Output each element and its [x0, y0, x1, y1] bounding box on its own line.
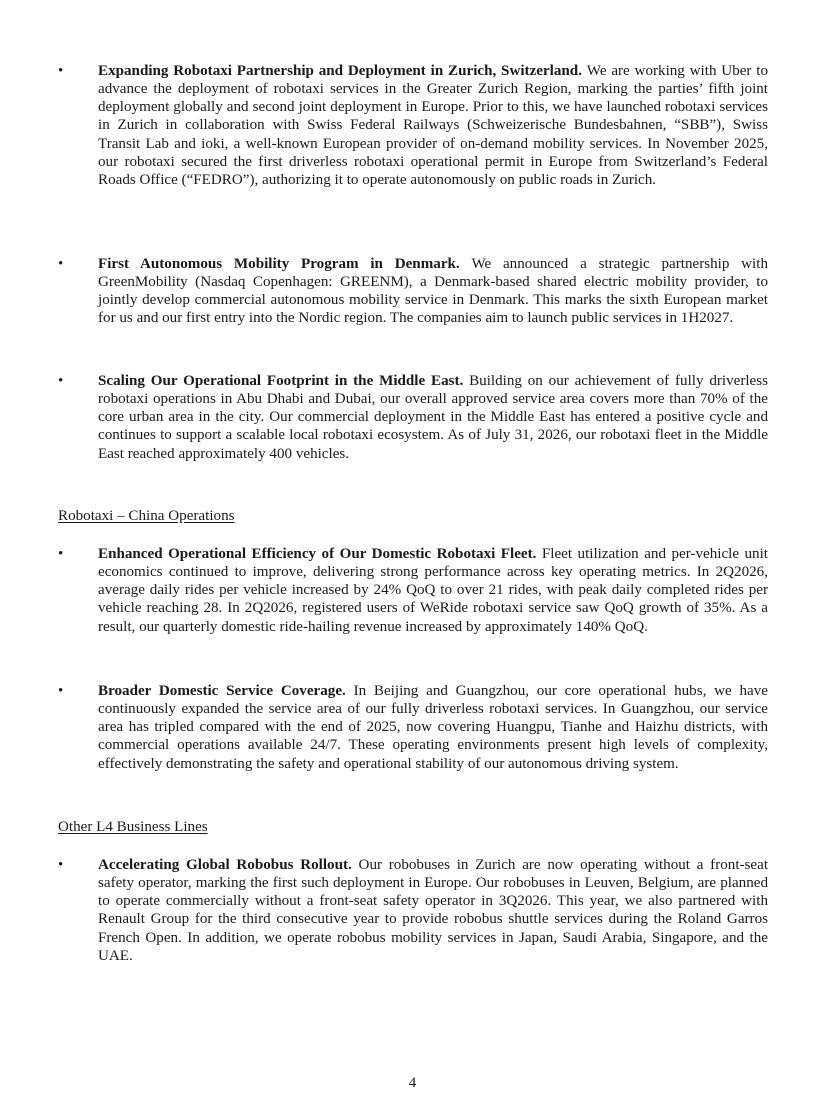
bullet-symbol: •	[58, 63, 64, 79]
bullet-symbol: •	[58, 683, 64, 699]
bullet-title: Enhanced Operational Efficiency of Our Domestic Robotaxi Fleet.	[98, 546, 542, 562]
bullet-title: First Autonomous Mobility Program in Denmark.	[98, 256, 472, 272]
bullet-paragraph	[98, 372, 768, 463]
bullet-body: Our robobuses in Zurich are now operating without a front-seat safety operator, marking the first such deployment in Europe. Our robobuses in Leuven, Belgium, are planned to operate commercially without a front-seat safety operator in 3Q2026. This year, we also partnered with Renault Group for the third consecutive year to provide robobus shuttle services during the Roland Garros French Open. In addition, we operate robobus mobility services in Japan, Saudi Arabia, Singapore, and the UAE.	[98, 857, 769, 964]
bullet-symbol: •	[58, 373, 64, 389]
bullet-body: We announced a strategic partnership with GreenMobility (Nasdaq Copenhagen: GREENM), a Denmark-based shared electric mobility provider, to jointly develop commercial autonomous mobility service in Denmark. This marks the sixth European market for us and our first entry into the Nordic region. The companies aim to launch public services in 1H2027.	[98, 256, 768, 327]
bullet-title: Broader Domestic Service Coverage.	[98, 683, 354, 699]
bullet-paragraph	[98, 545, 768, 636]
bullet-body: In Beijing and Guangzhou, our core operational hubs, we have continuously expanded the service area of our fully driverless robotaxi services. In Guangzhou, our service area has tripled compared with the end of 2025, now covering Huangpu, Tianhe and Haizhu districts, with commercial operations available 24/7. These operating environments present high levels of complexity, effectively demonstrating the safety and operational stability of our autonomous driving system.	[98, 683, 768, 772]
bullet-title: Expanding Robotaxi Partnership and Deployment in Zurich, Switzerland.	[98, 63, 587, 79]
bullet-paragraph	[98, 682, 768, 773]
bullet-symbol: •	[58, 546, 64, 562]
section-heading-other-l4: Other L4 Business Lines	[58, 819, 208, 835]
bullet-title: Scaling Our Operational Footprint in the Middle East.	[98, 373, 470, 389]
bullet-paragraph	[98, 856, 768, 965]
bullet-paragraph	[98, 62, 768, 189]
bullet-body: We are working with Uber to advance the deployment of robotaxi services in the Greater Zurich Region, marking the parties’ fifth joint deployment globally and second joint deployment in Europe. Prior to this, we have launched robotaxi services in Zurich in collaboration with Swiss Federal Railways (Schweizerische Bundesbahnen, “SBB”), Swiss Transit Lab and ioki, a well-known European provider of on-demand mobility services. In November 2025, our robotaxi secured the first driverless robotaxi operational permit in Europe from Switzerland’s Federal Roads Office (“FEDRO”), authorizing it to operate autonomously on public roads in Zurich.	[98, 63, 769, 188]
page-number: 4	[408, 1075, 417, 1091]
bullet-symbol: •	[58, 857, 64, 873]
bullet-body: Building on our achievement of fully driverless robotaxi operations in Abu Dhabi and Dubai, our overall approved service area covers more than 70% of the core urban area in the city. Our commercial deployment in the Middle East has entered a positive cycle and continues to support a scalable local robotaxi ecosystem. As of July 31, 2026, our robotaxi fleet in the Middle East reached approximately 400 vehicles.	[98, 373, 768, 462]
section-heading-china-operations: Robotaxi – China Operations	[58, 508, 235, 524]
bullet-symbol: •	[58, 256, 64, 272]
bullet-paragraph	[98, 255, 768, 328]
bullet-title: Accelerating Global Robobus Rollout.	[98, 857, 359, 873]
bullet-body: Fleet utilization and per-vehicle unit economics continued to improve, delivering strong performance across key operating metrics. In 2Q2026, average daily rides per vehicle increased by 24% QoQ to over 21 rides, with peak daily completed rides per vehicle reaching 28. In 2Q2026, registered users of WeRide robotaxi service saw QoQ growth of 35%. As a result, our quarterly domestic ride-hailing revenue increased by approximately 140% QoQ.	[98, 546, 768, 635]
